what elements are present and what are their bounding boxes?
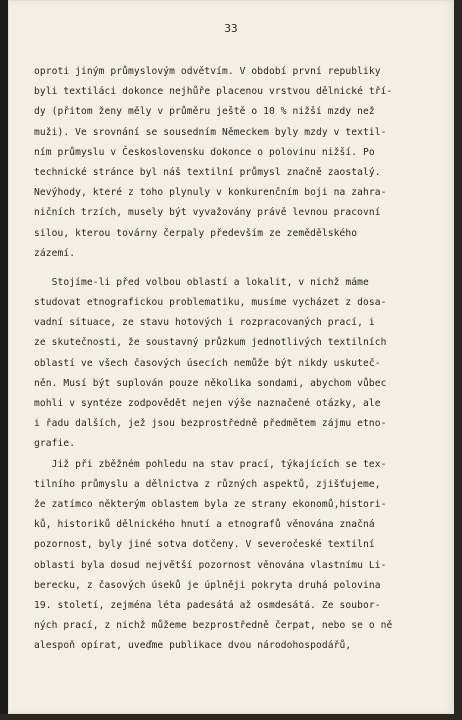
text-line: něn. Musí být suplován pouze několika sondami, abychom vůbec xyxy=(34,377,387,389)
text-line: grafie. xyxy=(34,438,76,450)
text-line: zázemí. xyxy=(34,247,76,259)
text-line: že zatímco některým oblastem byla ze strany ekonomů,histori- xyxy=(34,498,387,510)
text-line: oproti jiným průmyslovým odvětvím. V období první republiky xyxy=(34,66,381,77)
text-line: mohli v syntéze zodpovědět nejen výše naznačené otázky, ale xyxy=(34,398,381,409)
text-line: ním průmyslu v Československu dokonce o polovinu nižší. Po xyxy=(34,146,375,158)
paragraph-2 xyxy=(34,273,432,455)
text-line: oblasti byla dosud největší pozornost věnována vlastnímu Li- xyxy=(34,559,387,571)
scan-edge-right xyxy=(454,0,462,720)
document-page xyxy=(8,0,454,714)
text-line: silou, kterou továrny čerpaly především ze zemědělského xyxy=(34,227,358,239)
text-line: byli textiláci dokonce nejhůře placenou vrstvou dělnické tří- xyxy=(34,86,393,98)
page-number: 33 xyxy=(224,22,238,35)
text-line: berecku, z časových úseků je úplněji pokryta druhá polovina xyxy=(34,579,381,591)
text-line: ků, historiků dělnického hnutí a etnografů věnována značná xyxy=(34,519,375,531)
paragraph-1 xyxy=(34,62,432,264)
text-line: Stojíme-li před volbou oblastí a lokalit, v nichž máme xyxy=(34,276,369,288)
text-line: studovat etnografickou problematiku, musíme vycházet z dosa- xyxy=(34,297,387,309)
text-line: pozornost, byly jiné sotva dotčeny. V severočeské textilní xyxy=(34,539,375,551)
text-line: technické stránce byl náš textilní průmysl značně zaostalý. xyxy=(34,166,381,178)
text-line: ničních trzích, musely být vyvažovány právě levnou pracovní xyxy=(34,207,381,219)
text-line: 19. století, zejména léta padesátá až osmdesátá. Ze soubor- xyxy=(34,599,381,611)
text-line: tilního průmyslu a dělnictva z různých aspektů, zjišťujeme, xyxy=(34,478,381,490)
text-line: Nevýhody, které z toho plynuly v konkurenčním boji na zahra- xyxy=(34,187,387,199)
text-line: muži). Ve srovnání se sousedním Německem byly mzdy v textil- xyxy=(34,126,387,138)
body-text xyxy=(34,62,432,656)
paragraph-3 xyxy=(34,455,432,657)
text-line: i řadu dalších, jež jsou bezprostředně předmětem zájmu etno- xyxy=(34,418,387,430)
text-line: oblastí ve všech časových úsecích nemůže být nikdy uskuteč- xyxy=(34,357,381,369)
text-line: vadní situace, ze stavu hotových i rozpracovaných prací, i xyxy=(34,317,375,329)
text-line: ze skutečnosti, že soustavný průzkum jednotlivých textilních xyxy=(34,337,387,349)
scan-edge-bottom xyxy=(0,714,462,720)
text-line: dy (přitom ženy měly v průměru ještě o 10 % nižší mzdy než xyxy=(34,106,375,118)
text-line: Již při zběžném pohledu na stav prací, týkajících se tex- xyxy=(34,458,387,470)
text-line: ných prací, z nichž můžeme bezprostředně čerpat, nebo se o ně xyxy=(34,620,393,632)
text-line: alespoň opírat, uveďme publikace dvou národohospodářů, xyxy=(34,640,352,652)
